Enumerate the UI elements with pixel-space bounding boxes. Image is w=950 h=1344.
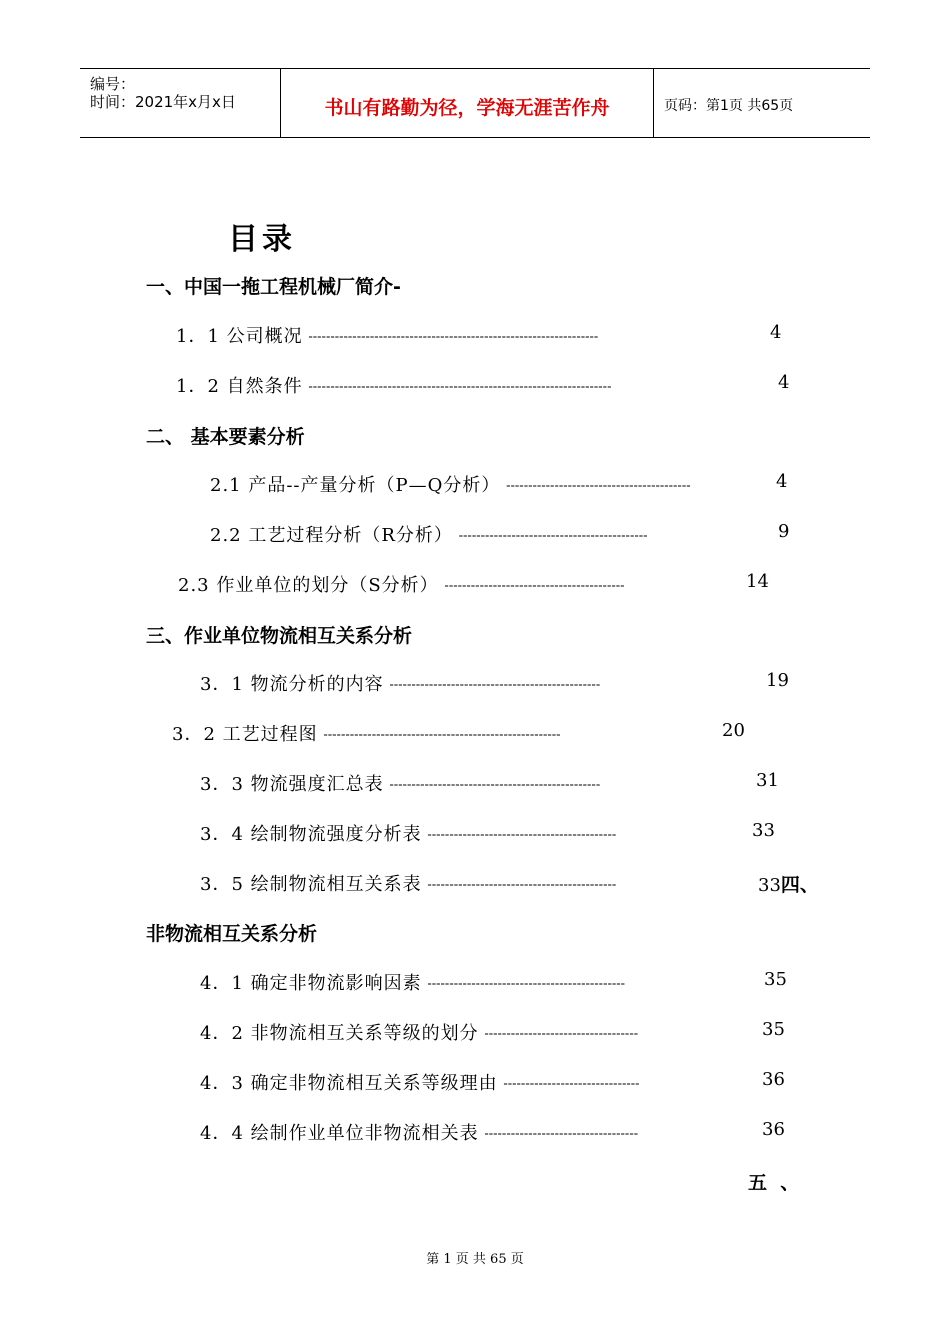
toc-entry[interactable] (176, 322, 598, 348)
toc-page-number: 4 (770, 322, 782, 343)
toc-entry-label: 3．5 绘制物流相互关系表 (200, 874, 422, 895)
toc-entry-label: 1．2 自然条件 (176, 376, 303, 397)
toc-leader: --------------------------------------------------------------------- (308, 379, 612, 395)
toc-page-number (758, 870, 819, 897)
toc-page-number: 4 (776, 471, 788, 492)
toc-entry-label: 1．1 公司概况 (176, 326, 303, 347)
toc-page-number: 35 (762, 1019, 785, 1040)
section-4-prefix: 四、 (780, 874, 819, 896)
section-2-heading: 二、 基本要素分析 (146, 426, 305, 448)
toc-entry-label: 4．2 非物流相互关系等级的划分 (200, 1023, 479, 1044)
toc-entry-label: 2.1 产品--产量分析（P—Q分析） (210, 475, 501, 496)
toc-page-number: 14 (746, 571, 769, 592)
toc-entry-label: 3．3 物流强度汇总表 (200, 774, 384, 795)
toc-entry[interactable] (200, 820, 616, 846)
toc-entry[interactable] (200, 770, 600, 796)
toc-leader: ------------------------------------------------------ (323, 727, 561, 743)
section-1-heading: 一、中国一拖工程机械厂简介- (146, 276, 401, 298)
toc-leader: ----------------------------------------- (444, 578, 625, 594)
header-motto: 书山有路勤为径，学海无涯苦作舟 (324, 97, 610, 119)
toc-entry-label: 3．2 工艺过程图 (172, 724, 318, 745)
toc-entry[interactable] (200, 870, 616, 896)
toc-page-number: 36 (762, 1119, 785, 1140)
toc-entry[interactable] (200, 1069, 640, 1095)
section-5-heading: 五 、 (748, 1172, 800, 1194)
toc-page-number: 20 (722, 720, 745, 741)
section-4-heading: 非物流相互关系分析 (146, 923, 318, 945)
toc-entry-label: 3．1 物流分析的内容 (200, 674, 384, 695)
toc-entry[interactable] (210, 471, 691, 497)
toc-leader: ------------------------------------------------ (389, 677, 601, 693)
toc-leader: ------------------------------------------- (427, 877, 617, 893)
toc-entry[interactable] (200, 1119, 638, 1145)
section-3-heading: 三、作业单位物流相互关系分析 (146, 625, 413, 647)
code-label: 编号： (90, 75, 136, 93)
toc-entry[interactable] (210, 521, 648, 547)
toc-entry-label: 4．1 确定非物流影响因素 (200, 973, 422, 994)
toc-page-number: 4 (778, 372, 790, 393)
toc-entry-label: 4．4 绘制作业单位非物流相关表 (200, 1123, 479, 1144)
page-footer: 第 1 页 共 65 页 (426, 1252, 524, 1267)
toc-page-number: 35 (764, 969, 787, 990)
header-motto-cell (281, 69, 654, 137)
toc-leader: ------------------------------------------ (506, 478, 691, 494)
toc-leader: ------------------------------------------- (427, 827, 617, 843)
header-page-cell (654, 69, 870, 137)
toc-page-number: 9 (778, 521, 790, 542)
toc-leader: ----------------------------------- (484, 1026, 639, 1042)
toc-leader: ------------------------------------------------------------------ (308, 329, 599, 345)
toc-page-number-value: 33 (758, 875, 781, 896)
toc-entry-label: 3．4 绘制物流强度分析表 (200, 824, 422, 845)
header-info-cell (80, 69, 281, 137)
toc-page-number: 31 (756, 770, 779, 791)
toc-page-number: 36 (762, 1069, 785, 1090)
toc-page-number: 33 (752, 820, 775, 841)
toc-leader: ------------------------------- (503, 1076, 640, 1092)
toc-entry-label: 4．3 确定非物流相互关系等级理由 (200, 1073, 498, 1094)
toc-entry-label: 2.2 工艺过程分析（R分析） (210, 525, 453, 546)
toc-leader: ------------------------------------------------ (389, 777, 601, 793)
page-title: 目录 (228, 222, 296, 257)
toc-entry-label: 2.3 作业单位的划分（S分析） (178, 575, 439, 596)
toc-leader: --------------------------------------------- (427, 976, 626, 992)
toc-page-number: 19 (766, 670, 789, 691)
toc-leader: ----------------------------------- (484, 1126, 639, 1142)
header-page-info: 页码：第1页 共65页 (664, 98, 794, 114)
toc-entry[interactable] (172, 720, 561, 746)
page-header (80, 68, 870, 138)
toc-entry[interactable] (200, 969, 625, 995)
toc-entry[interactable] (176, 372, 611, 398)
toc-entry[interactable] (178, 571, 625, 597)
toc-entry[interactable] (200, 670, 600, 696)
time-label: 时间：2021年x月x日 (90, 93, 236, 111)
toc-leader: ------------------------------------------- (458, 528, 648, 544)
toc-entry[interactable] (200, 1019, 638, 1045)
